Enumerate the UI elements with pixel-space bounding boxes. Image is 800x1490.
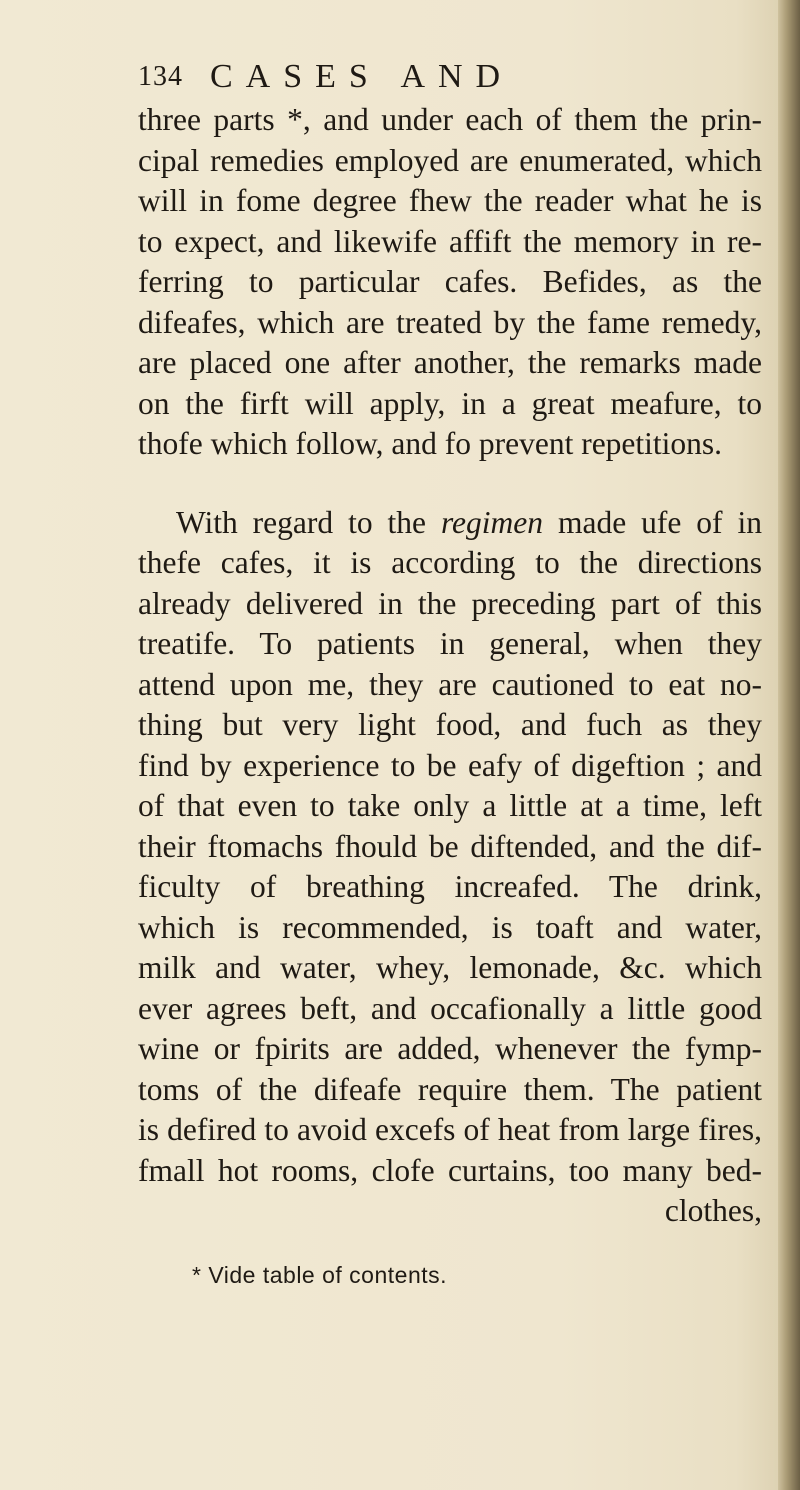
text-line: fmall hot rooms, clofe curtains, too many bed- xyxy=(138,1152,762,1188)
text-line: which is recommended, is toaft and water, xyxy=(138,909,762,945)
text-line: wine or fpirits are added, whenever the fymp- xyxy=(138,1031,762,1066)
text-line: thefe cafes, it is according to the directions xyxy=(138,545,762,580)
text-line: will in fome degree fhew the reader what he is xyxy=(138,183,762,218)
text-line: find by experience to be eafy of digeftion ; and xyxy=(138,747,762,783)
text-line: ever agrees beft, and occafionally a little good xyxy=(138,990,762,1026)
text-line-first xyxy=(138,503,762,544)
italic-term: regimen xyxy=(440,504,544,540)
paragraph-2 xyxy=(138,503,762,1232)
text-line: ficulty of breathing increafed. The drink, xyxy=(138,869,762,904)
page-number: 134 xyxy=(138,61,183,92)
text-run: With regard to the xyxy=(176,504,426,540)
text-line: already delivered in the preceding part of this xyxy=(138,585,762,621)
catchword: clothes, xyxy=(664,1193,762,1228)
text-line: is defired to avoid excefs of heat from large fires, xyxy=(138,1112,762,1147)
text-line: to expect, and likewife affift the memory in re- xyxy=(138,223,762,259)
text-line: toms of the difeafe require them. The patient xyxy=(138,1071,762,1107)
text-line: cipal remedies employed are enumerated, which xyxy=(138,142,762,178)
running-head: CASES AND xyxy=(210,58,514,95)
text-line: difeafes, which are treated by the fame remedy, xyxy=(138,304,762,340)
text-line: of that even to take only a little at a time, left xyxy=(138,788,762,823)
footnote: * Vide table of contents. xyxy=(192,1262,448,1288)
text-line: three parts *, and under each of them the prin- xyxy=(138,102,762,137)
text-line: treatife. To patients in general, when they xyxy=(138,626,762,661)
text-line: on the firft will apply, in a great meafure, to xyxy=(138,385,762,421)
page-header xyxy=(138,52,758,102)
text-line: milk and water, whey, lemonade, &c. which xyxy=(138,950,762,985)
text-line: thing but very light food, and fuch as they xyxy=(138,707,762,742)
body-text xyxy=(138,100,762,1232)
text-line: are placed one after another, the remarks made xyxy=(138,345,762,380)
paragraph-1 xyxy=(138,100,762,465)
text-line: ferring to particular cafes. Befides, as the xyxy=(138,264,762,299)
text-line: their ftomachs fhould be diftended, and the dif- xyxy=(138,828,762,864)
page-edge xyxy=(778,0,800,1490)
text-line: attend upon me, they are cautioned to eat no- xyxy=(138,666,762,702)
text-run: made ufe of in xyxy=(557,504,762,540)
text-line: thofe which follow, and fo prevent repetitions. xyxy=(138,426,723,461)
